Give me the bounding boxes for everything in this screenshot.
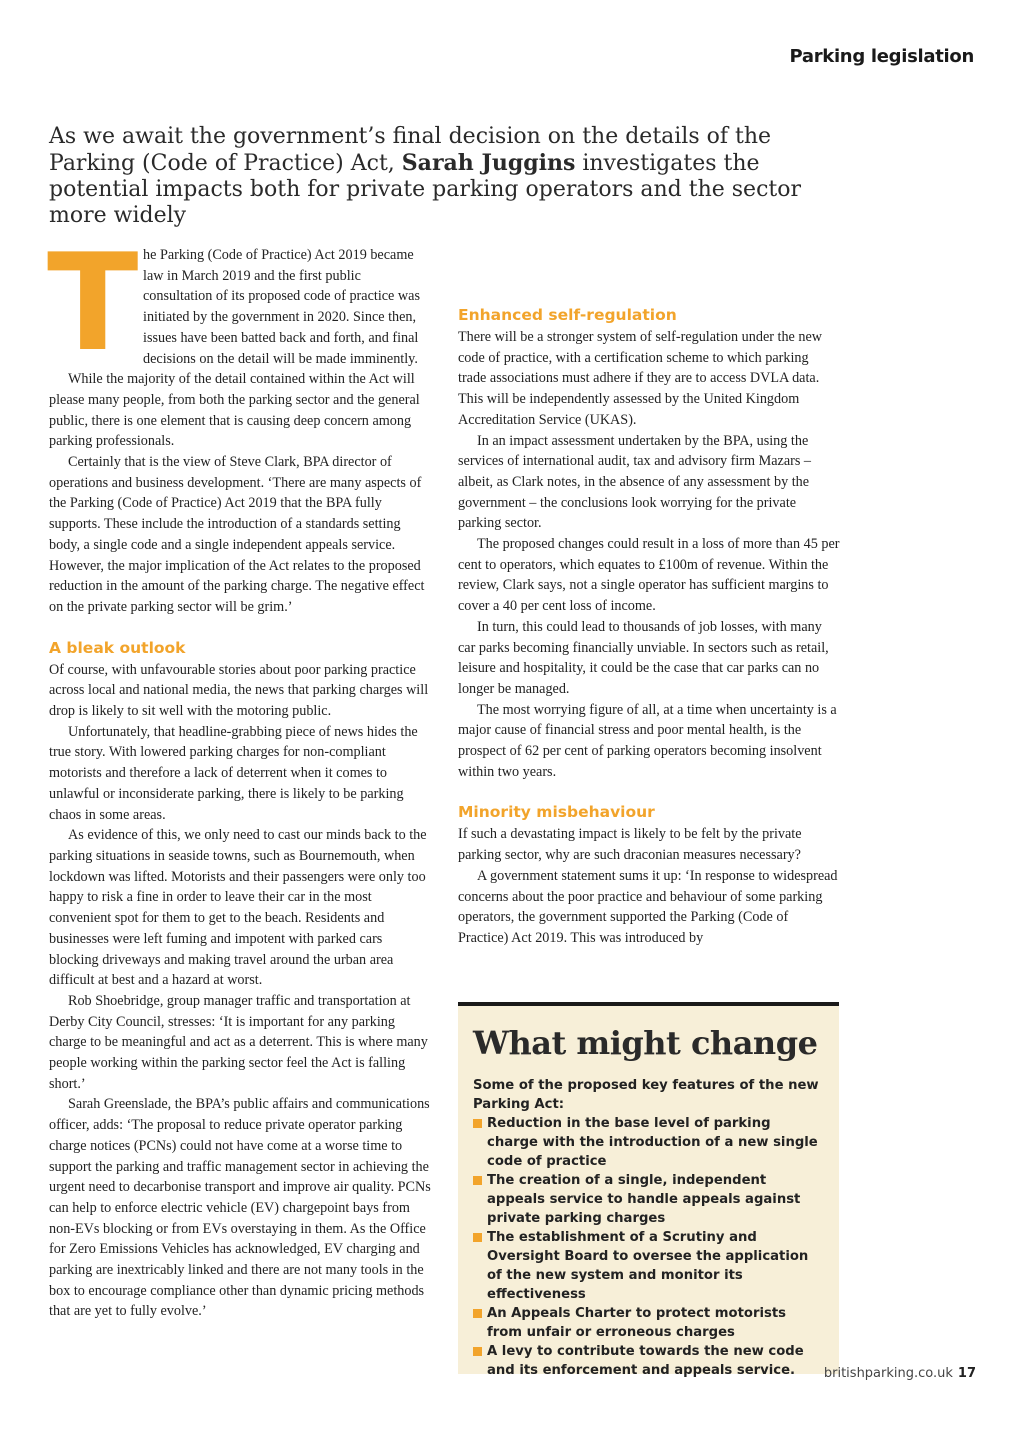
standfirst-rest: investigates the potential impacts both for private parking operators and the sector more widely [49,151,801,228]
box-intro: Some of the proposed key features of the new Parking Act: [473,1078,819,1112]
list-item: The establishment of a Scrutiny and Oversight Board to oversee the application of the new system and monitor its effectiveness [473,1228,824,1304]
list-item: The creation of a single, independent appeals service to handle appeals against private parking charges [473,1171,824,1228]
subheading-bleak-outlook: A bleak outlook [49,638,186,657]
page-number: 17 [957,1366,976,1381]
paragraph: While the majority of the detail contained within the Act will please many people, from both the parking sector and the general public, there is one element that is causing deep concern among parking professionals. [49,371,420,450]
paragraph: Certainly that is the view of Steve Clark, BPA director of operations and business development. ‘There are many aspects of the Parking (Code of Practice) Act 2019 that the BPA fully supports. These include the introduction of a standards setting body, a single code and a single independent appeals service. However, the major implication of the Act relates to the proposed reduction in the amount of the parking charge. The negative effect on the private parking sector will be grim.’ [49,454,425,615]
paragraph: If such a devastating impact is likely to be felt by the private parking sector, why are such draconian measures necessary? [458,826,802,864]
paragraph: There will be a stronger system of self-regulation under the new code of practice, with a certification scheme to which parking trade associations must adhere if they are to access DVLA data. This will be independently assessed by the United Kingdom Accreditation Service (UKAS). [458,329,823,428]
article-column-left [47,225,431,1322]
box-title: What might change [473,1024,818,1062]
subheading-minority-misbehaviour: Minority misbehaviour [458,803,655,822]
standfirst-intro: As we await the government’s final decision on the details of the Parking (Code of Practice) Act, [49,124,772,176]
list-item: Reduction in the base level of parking charge with the introduction of a new single code of practice [473,1114,824,1171]
paragraph: In an impact assessment undertaken by the BPA, using the services of international audit, tax and advisory firm Mazars – albeit, as Clark notes, in the absence of any assessment by the government – the conclusions look worrying for the private parking sector. [458,432,811,532]
paragraph: Rob Shoebridge, group manager traffic and transportation at Derby City Council, stresses: ‘It is important for any parking charge to be meaningful and act as a deterrent. This is where many people working within the parking sector feel the Act is falling short.’ [49,992,428,1092]
drop-cap: T [47,225,139,381]
paragraph: Unfortunately, that headline-grabbing piece of news hides the true story. With lowered parking charges for non-compliant motorists and therefore a lack of deterrent when it comes to unlawful or inconsiderate parking, there is likely to be parking chaos in some areas. [49,723,418,823]
square-bullet-icon [473,1119,482,1128]
section-title: Parking legislation [789,46,974,67]
what-might-change-box [458,1002,839,1378]
square-bullet-icon [473,1233,482,1242]
paragraph: he Parking (Code of Practice) Act 2019 became law in March 2019 and the first public consultation of its proposed code of practice was initiated by the government in 2020. Since then, issues have been batted back and forth, and final decisions on the detail will be made imminently. [143,247,420,367]
paragraph: A government statement sums it up: ‘In response to widespread concerns about the poor practice and behaviour of some parking operators, the government supported the Parking (Code of Practice) Act 2019. This was introduced by [458,867,838,946]
website-url: britishparking.co.uk [823,1366,953,1381]
page-footer [824,1366,976,1381]
paragraph: Of course, with unfavourable stories about poor parking practice across local and national media, the news that parking charges will drop is likely to sit well with the motoring public. [49,661,429,720]
paragraph: As evidence of this, we only need to cast our minds back to the parking situations in seaside towns, such as Bournemouth, when lockdown was lifted. Motorists and their passengers were only too happy to risk a fine in order to leave their car in the most convenient spot for them to get to the beach. Residents and businesses were left fuming and impotent with parked cars blocking driveways and making travel around the urban area difficult at best and a hazard at worst. [49,827,427,989]
paragraph-continued: Sarah Greenslade, the BPA’s public affairs and communications officer, adds: ‘The proposal to reduce private operator parking charge notices (PCNs) could not have come at a worse time to support the parking and traffic management sector in achieving the urgent need to decarbonise transport and improve air quality. PCNs can help to enforce electric vehicle (EV) chargepoint bays from non-EVs blocking or from EVs overstaying in them. As the Office for Zero Emissions Vehicles has acknowledged, EV charging and parking are inextricably linked and there are not many tools in the box to encourage compliance other than dynamic pricing methods that are yet to fully evolve.’ [49,1096,431,1320]
key-features-list [473,1114,824,1380]
standfirst [49,124,849,229]
author-name: Sarah Juggins [401,150,576,176]
square-bullet-icon [473,1176,482,1185]
subheading-self-regulation: Enhanced self-regulation [458,306,677,324]
square-bullet-icon [473,1309,482,1318]
article-column-right [458,245,840,949]
paragraph: In turn, this could lead to thousands of job losses, with many car parks becoming financially unviable. In sectors such as retail, leisure and hospitality, it could be the case that car parks can no longer be managed. [458,618,829,697]
list-item: A levy to contribute towards the new code and its enforcement and appeals service. [473,1342,824,1380]
paragraph: The most worrying figure of all, at a time when uncertainty is a major cause of financial stress and poor mental health, is the prospect of 62 per cent of parking operators becoming insolvent within two years. [458,701,837,780]
paragraph: The proposed changes could result in a loss of more than 45 per cent to operators, which equates to £100m of revenue. Within the review, Clark says, not a single operator has sufficient margins to cover a 40 per cent loss of income. [458,536,840,615]
square-bullet-icon [473,1347,482,1356]
list-item: An Appeals Charter to protect motorists from unfair or erroneous charges [473,1304,824,1342]
